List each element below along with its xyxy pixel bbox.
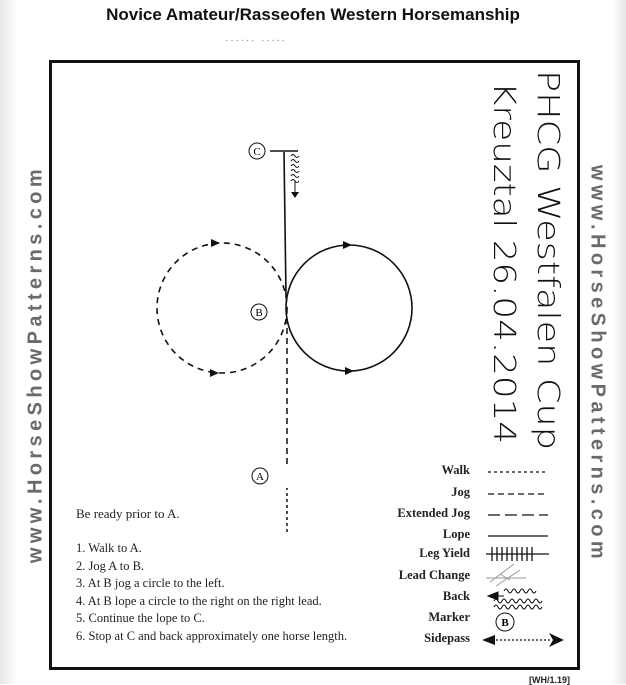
jog-circle-left — [157, 243, 287, 373]
handwritten-note-line1: PHCG Westfalen Cup — [530, 70, 565, 382]
ready-instruction: Be ready prior to A. — [76, 506, 180, 521]
svg-text:A: A — [256, 471, 264, 483]
step-item: 5. Continue the lope to C. — [76, 611, 205, 625]
legend-label-leg-yield: Leg Yield — [419, 546, 470, 560]
legend-label-sidepass: Sidepass — [424, 631, 470, 645]
watermark-left: www.HorseShowPatterns.com — [24, 164, 47, 564]
marker-c — [249, 143, 265, 159]
marker-a — [252, 468, 268, 484]
legend-label-lead-change: Lead Change — [398, 568, 470, 582]
pattern-code: [WH/1.19] — [528, 675, 570, 685]
marker-b — [251, 304, 267, 320]
lope-path-b-to-c — [284, 152, 286, 296]
step-item: 2. Jog A to B. — [76, 558, 145, 573]
step-item: 3. At B jog a circle to the left. — [76, 576, 225, 590]
leg-yield-icon — [486, 547, 549, 561]
svg-text:B: B — [255, 307, 263, 319]
step-item: 6. Stop at C and back approximately one horse length. — [76, 628, 348, 643]
step-item: 4. At B lope a circle to the right on the right lead. — [76, 593, 322, 608]
jog-circle-arrow-bottom-icon — [210, 369, 219, 377]
lope-circle-right — [286, 245, 412, 371]
lead-change-icon — [486, 564, 526, 586]
handwritten-note-line2: Kreuztal 26.04.2014 — [486, 82, 521, 387]
pattern-title: Novice Amateur/Rasseofen Western Horsemanship — [106, 5, 520, 24]
legend-label-lope: Lope — [442, 527, 470, 541]
back-arrow-icon — [291, 192, 299, 198]
step-item: 1. Walk to A. — [76, 541, 142, 555]
watermark-right: www.HorseShowPatterns.com — [586, 164, 609, 564]
legend-label-marker: Marker — [428, 610, 470, 624]
faint-subtitle-scan-artifact: ▪ ▪ ▪ ▪ ▪ ▪ ▪ ▪ ▪ ▪ ▪ — [226, 38, 286, 44]
jog-circle-arrow-top-icon — [211, 239, 220, 247]
back-icon — [488, 589, 542, 609]
legend-label-back: Back — [442, 589, 470, 603]
lope-circle-arrow-bottom-icon — [345, 367, 354, 375]
legend-label-jog: Jog — [451, 485, 470, 499]
pattern-steps — [76, 540, 347, 645]
legend-label-walk: Walk — [441, 463, 470, 477]
svg-text:C: C — [253, 146, 261, 158]
legend-label-extended-jog: Extended Jog — [397, 506, 470, 520]
marker-icon — [496, 613, 514, 631]
svg-text:B: B — [501, 617, 509, 629]
sidepass-icon — [482, 633, 564, 647]
lope-circle-arrow-top-icon — [343, 241, 352, 249]
back-symbol-icon — [291, 155, 299, 195]
